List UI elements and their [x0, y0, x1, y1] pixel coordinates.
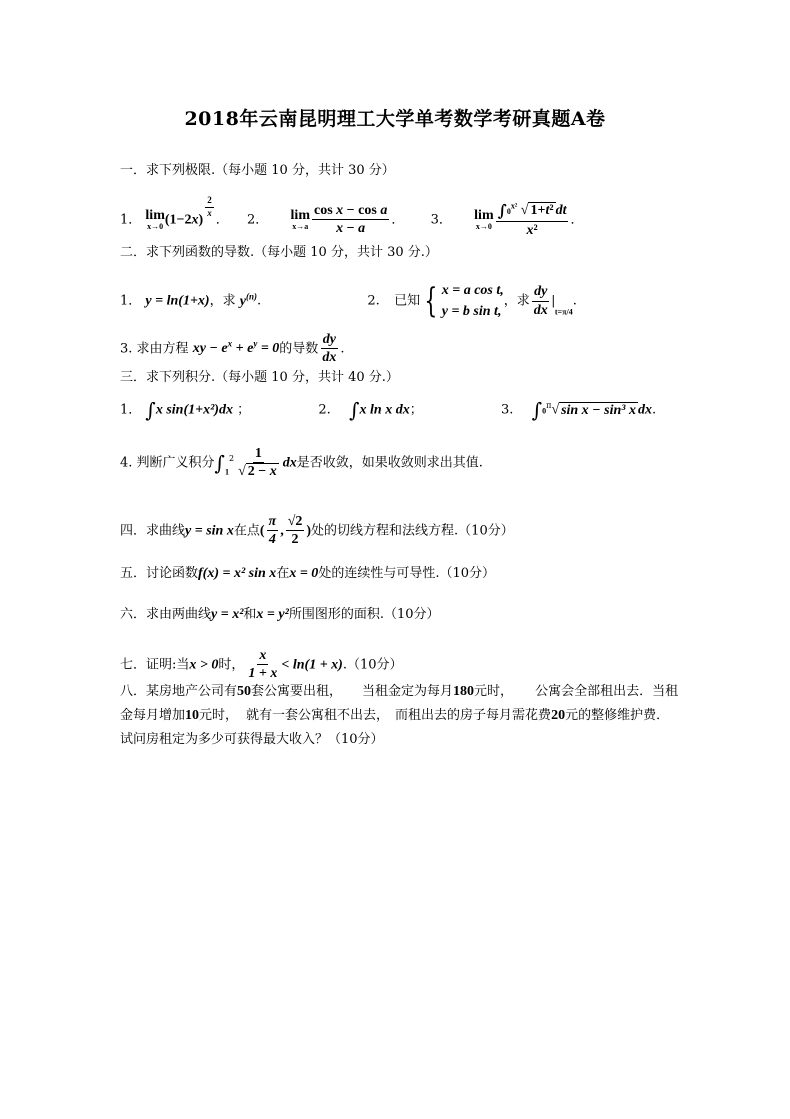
s4-mid: 在点 — [233, 523, 260, 539]
s5-mid: 在 — [276, 566, 290, 581]
s3-q2-formula: x ln x dx — [359, 402, 410, 418]
s3-q3-formula: √ sin x − sin³ x dx — [551, 402, 652, 418]
section-4: 四．求曲线y = sin x在点( $\frac{\pi}{4}$ , $\frac{√2}{2}$ )处的切线方程和法线方程.（10分） — [120, 514, 514, 548]
section-3-header: 三．求下列积分.（每小题 10 分，共计 40 分.） — [120, 370, 399, 385]
s6-curve2-formula: x = y² — [256, 607, 289, 622]
s5-function-formula: f(x) = x² sin x — [198, 566, 277, 581]
s3-q3-number: 3. — [501, 402, 514, 418]
s3-q2-number: 2. — [318, 402, 331, 418]
s1-q1-number: 1． — [120, 212, 142, 228]
section-3-row1: 1． ∫x sin(1+x²)dx ； 2. ∫x ln x dx； 3. $\int 0^\pi√$ sin x − sin³ x dx. — [120, 398, 657, 422]
s8-text-4: 元时， — [474, 684, 514, 699]
section-3-row2: 4. 判断广义积分$\int_1^2$ $\frac{1}{√ 2 - x}$ dx是否收敛，如果收敛则求出其值. — [120, 446, 483, 480]
s2-q2-number: 2. — [367, 293, 380, 309]
s3-q4-suffix: 是否收敛，如果收敛则求出其值. — [296, 455, 483, 471]
section-2-header: 二．求下列函数的导数.（每小题 10 分，共计 30 分.） — [120, 245, 438, 260]
s3-q2-sep: ； — [409, 402, 423, 418]
section-7: 七．证明:当x > 0时， $\frac{x}{1 + x}$ < ln(1 + x).（10分） — [120, 648, 403, 682]
s8-text-2: 套公寓要出租， — [251, 684, 343, 699]
s6-prefix: 六．求由两曲线 — [120, 607, 212, 622]
s8-num-10: 10 — [185, 708, 200, 723]
s7-suffix: .（10分） — [342, 657, 403, 673]
s2-q2-prefix: 已知 — [394, 293, 421, 309]
s1-q3-number: 3． — [430, 212, 452, 228]
s8-num-180: 180 — [453, 684, 475, 699]
s2-q2-mid: ，求 — [503, 293, 530, 309]
s8-num-20: 20 — [551, 708, 566, 723]
s4-curve-formula: y = sin x — [185, 523, 234, 539]
s1-q2-number: 2． — [246, 212, 269, 228]
s2-q3-end: . — [340, 341, 345, 357]
s2-q1-number: 1． — [120, 293, 142, 309]
s2-q3-mid: 的导数 — [279, 341, 319, 357]
s3-q4-prefix: 4. 判断广义积分 — [120, 455, 215, 471]
section-2-row2: 3. 求由方程 xy − $e^x + e^y = 0$的导数 $\frac{dy}{dx}$ . — [120, 332, 345, 366]
s8-text-3: 当租金定为每月 — [362, 684, 454, 699]
s7-inequality: $\frac{x}{1 + x}$ — [248, 648, 278, 682]
page-title: 2018年云南昆明理工大学单考数学考研真题A卷 — [184, 108, 606, 130]
s5-prefix: 五．讨论函数 — [120, 566, 199, 581]
s4-point: $\frac{\pi}{4}$ — [268, 514, 277, 548]
s6-mid: 和 — [243, 607, 257, 622]
s3-q1-formula: x sin(1+x²)dx — [155, 402, 233, 418]
s7-mid: 时， — [218, 657, 245, 673]
s1-q2-formula: lim x→a — [290, 207, 310, 231]
s8-text-1: 八．某房地产公司有 — [120, 684, 238, 699]
s2-q3-formula: xy − $e^x + e^y = 0$ — [192, 338, 280, 357]
s2-q1-text: ，求 — [209, 293, 236, 309]
section-1-header: 一．求下列极限.（每小题 10 分，共计 30 分） — [120, 163, 395, 178]
s4-suffix: 处的切线方程和法线方程.（10分） — [311, 523, 514, 539]
s8-text-7: 就有一套公寓租不出去， — [246, 708, 390, 723]
section-2-row1: 1． y = ln(1+x)，求 $y^{(n)}$. 2. 已知 { x = a cos t, y = b sin t, ，求 $\frac{dy}{dx}$ $|_{t=\pi/4}$. — [120, 281, 577, 321]
brace-glyph: { — [424, 281, 438, 321]
s5-suffix: 处的连续性与可导性.（10分） — [318, 566, 495, 581]
s2-q3-prefix: 3. 求由方程 — [120, 341, 189, 357]
s2-q2-system: x = a cos t, y = b sin t, — [441, 283, 504, 319]
s2-q1-formula: y = ln(1+x) — [145, 293, 210, 309]
s3-q1-sep: ； — [237, 402, 251, 418]
s6-curve1-formula: y = x² — [211, 607, 244, 622]
s8-text-6: 元时， — [199, 708, 239, 723]
section-8 — [120, 680, 680, 752]
s7-prefix: 七．证明:当 — [120, 657, 190, 673]
s4-prefix: 四．求曲线 — [120, 523, 186, 539]
section-5: 五．讨论函数f(x) = x² sin x在x = 0处的连续性与可导性.（10分） — [120, 566, 495, 581]
s3-q1-number: 1． — [120, 402, 142, 418]
s3-q4-formula: $\frac{1}{√ 2 - x}$ — [238, 446, 277, 480]
s8-text-5: 公寓会全部租出去．当租金每月增加 — [120, 684, 679, 723]
s1-q3-formula: lim x→0 — [474, 207, 494, 231]
s8-text-8: 而租出去的房子每月需花费 — [395, 708, 552, 723]
section-1-questions: 1． lim x→0 (1−2x) $^{\frac{2}{x}}$ ． 2． lim x→a $\frac{\text{cos x − cos a}}{x - a}$ ． 3． lim x→0 $\frac{\int 0^{x^2} √ 1+t^2 dt}{\text{x²}}$ ． — [120, 195, 584, 238]
s8-num-50: 50 — [237, 684, 252, 699]
s8-text-9: 元的整修维护费．试问房租定为多少可获得最大收入？（10分） — [120, 708, 670, 747]
section-6 — [120, 608, 440, 622]
s6-suffix: 所围图形的面积.（10分） — [288, 607, 440, 622]
s1-q1-formula: lim x→0 — [145, 207, 165, 231]
